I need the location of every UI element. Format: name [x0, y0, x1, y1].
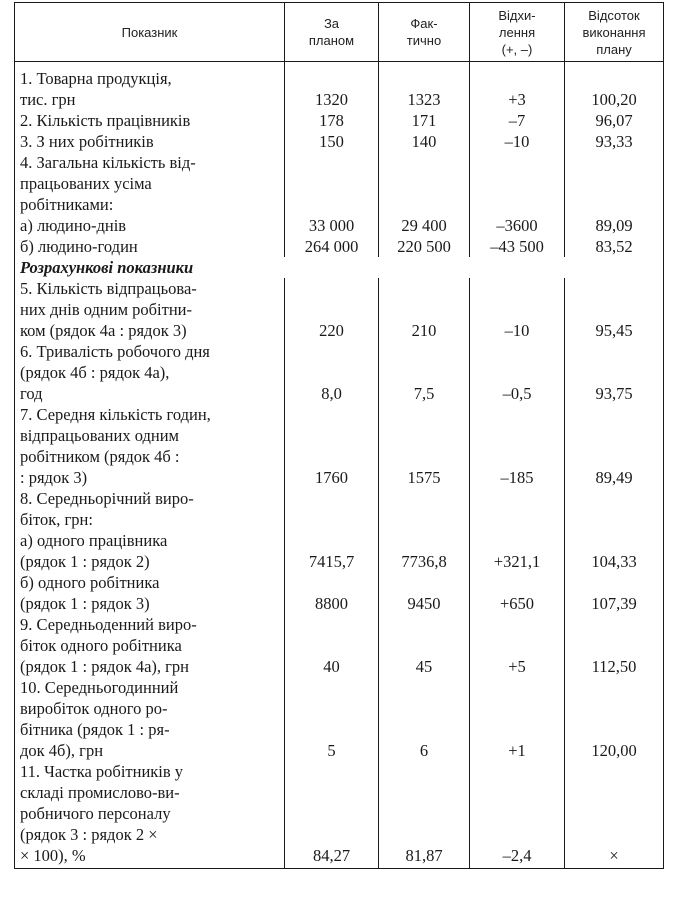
table-row — [15, 404, 664, 488]
actual-value: 171 — [379, 110, 470, 131]
actual-value: 45 — [379, 614, 470, 677]
indicator-label: 6. Тривалість робочого дня (рядок 4б : рядок 4а), год — [15, 341, 285, 404]
percent-value: 107,39 — [565, 572, 664, 614]
plan-value: 33 000 — [308, 216, 355, 235]
labor-indicators-table — [14, 2, 664, 869]
percent-value: 120,00 — [565, 677, 664, 761]
header-deviation: Відхи- лення (+, –) — [470, 3, 565, 62]
percent-value: 93,75 — [565, 341, 664, 404]
table-row — [15, 110, 664, 131]
section-title: Розрахункові показники — [15, 257, 664, 278]
percent-value: 104,33 — [565, 488, 664, 572]
table-body — [15, 62, 664, 869]
actual-value: 210 — [379, 278, 470, 341]
indicator-label: 1. Товарна продукція, тис. грн — [15, 62, 285, 111]
actual-value-group — [379, 152, 470, 257]
plan-value: 1320 — [285, 62, 379, 111]
plan-value: 40 — [285, 614, 379, 677]
plan-value: 7415,7 — [285, 488, 379, 572]
percent-value: 100,20 — [565, 62, 664, 111]
deviation-value: +5 — [470, 614, 565, 677]
percent-value-group — [565, 152, 664, 257]
table-row — [15, 488, 664, 572]
percent-value: 83,52 — [595, 237, 633, 256]
indicator-label: 3. З них робітників — [15, 131, 285, 152]
percent-value: 93,33 — [565, 131, 664, 152]
section-row — [15, 257, 664, 278]
plan-value: 178 — [285, 110, 379, 131]
plan-value: 150 — [285, 131, 379, 152]
deviation-value: +321,1 — [470, 488, 565, 572]
actual-value: 6 — [379, 677, 470, 761]
table-row — [15, 614, 664, 677]
actual-value: 220 500 — [397, 237, 451, 256]
plan-value: 8800 — [285, 572, 379, 614]
deviation-value: –43 500 — [490, 237, 544, 256]
actual-value: 29 400 — [401, 216, 447, 235]
indicator-label: 4. Загальна кількість від- працьованих усіма робітниками: а) людино-днів б) людино-годин — [15, 152, 285, 257]
header-row — [15, 3, 664, 62]
header-plan-percent: Відсоток виконання плану — [565, 3, 664, 62]
percent-value: 89,09 — [595, 216, 633, 235]
percent-value: 96,07 — [565, 110, 664, 131]
indicator-label: б) одного робітника (рядок 1 : рядок 3) — [15, 572, 285, 614]
deviation-value: +650 — [470, 572, 565, 614]
table-row — [15, 572, 664, 614]
plan-value-group — [285, 152, 379, 257]
actual-value: 7736,8 — [379, 488, 470, 572]
indicator-label: 7. Середня кількість годин, відпрацьованих одним робітником (рядок 4б : : рядок 3) — [15, 404, 285, 488]
actual-value: 1575 — [379, 404, 470, 488]
header-indicator: Показник — [15, 3, 285, 62]
actual-value: 9450 — [379, 572, 470, 614]
table-row — [15, 152, 664, 257]
table-row — [15, 62, 664, 111]
percent-value: 95,45 — [565, 278, 664, 341]
indicator-label: 10. Середньогодинний виробіток одного ро- бітника (рядок 1 : ря- док 4б), грн — [15, 677, 285, 761]
deviation-value: –3600 — [496, 216, 538, 235]
deviation-value: –7 — [470, 110, 565, 131]
percent-value: 89,49 — [565, 404, 664, 488]
plan-value: 1760 — [285, 404, 379, 488]
indicator-label: 11. Частка робітників у складі промислово-ви- робничого персоналу (рядок 3 : рядок 2 × × 100), % — [15, 761, 285, 869]
table-row — [15, 278, 664, 341]
actual-value: 1323 — [379, 62, 470, 111]
plan-value: 8,0 — [285, 341, 379, 404]
deviation-value: +3 — [470, 62, 565, 111]
deviation-value: –185 — [470, 404, 565, 488]
header-actual: Фак- тично — [379, 3, 470, 62]
deviation-value: +1 — [470, 677, 565, 761]
deviation-value-group — [470, 152, 565, 257]
actual-value: 140 — [379, 131, 470, 152]
percent-value: × — [565, 761, 664, 869]
header-plan: За планом — [285, 3, 379, 62]
indicator-label: 5. Кількість відпрацьова- них днів одним робітни- ком (рядок 4а : рядок 3) — [15, 278, 285, 341]
percent-value: 112,50 — [565, 614, 664, 677]
table-row — [15, 677, 664, 761]
table-row — [15, 131, 664, 152]
actual-value: 81,87 — [379, 761, 470, 869]
table-row — [15, 341, 664, 404]
plan-value: 5 — [285, 677, 379, 761]
deviation-value: –10 — [470, 278, 565, 341]
table-row — [15, 761, 664, 869]
deviation-value: –2,4 — [470, 761, 565, 869]
indicator-label: 8. Середньорічний виро- біток, грн: а) одного працівника (рядок 1 : рядок 2) — [15, 488, 285, 572]
indicator-label: 2. Кількість працівників — [15, 110, 285, 131]
plan-value: 84,27 — [285, 761, 379, 869]
plan-value: 220 — [285, 278, 379, 341]
indicator-label: 9. Середньоденний виро- біток одного робітника (рядок 1 : рядок 4а), грн — [15, 614, 285, 677]
plan-value: 264 000 — [304, 237, 359, 256]
actual-value: 7,5 — [379, 341, 470, 404]
deviation-value: –10 — [470, 131, 565, 152]
deviation-value: –0,5 — [470, 341, 565, 404]
